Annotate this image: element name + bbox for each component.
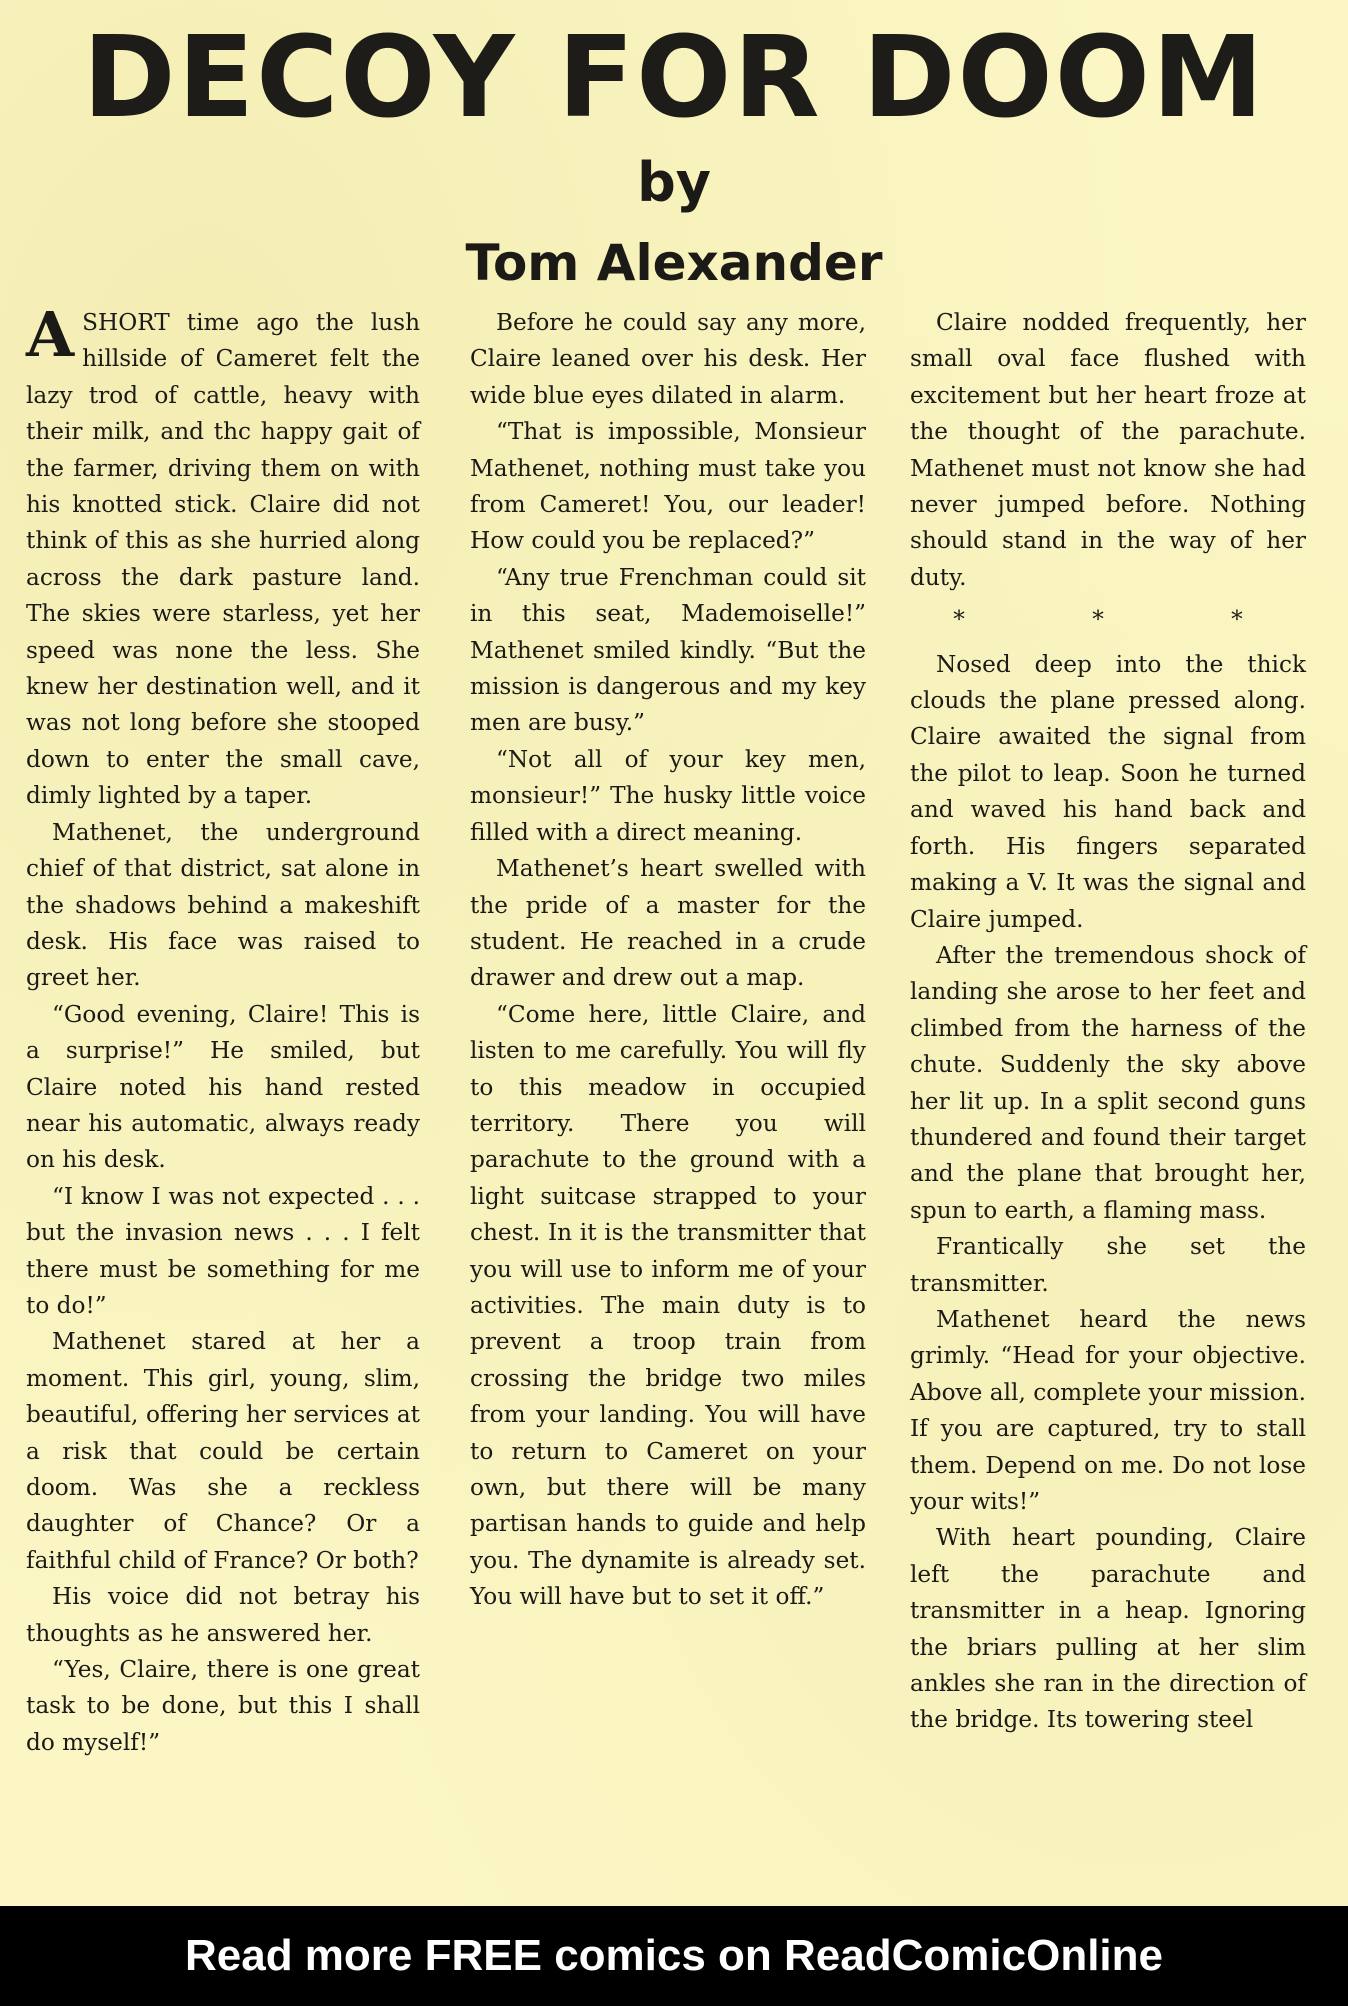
paragraph: “I know I was not expected . . . but the invasion news . . . I felt there must be something for me to do!” [26,1182,420,1319]
paragraph: Mathenet stared at her a moment. This girl, young, slim, beautiful, offering her services at a risk that could be certain doom. Was she a reckless daughter of Chance? Or a faithful child of France? Or both? [26,1328,420,1574]
byline-by: by [637,151,711,214]
paragraph: “Yes, Claire, there is one great task to be done, but this I shall do myself!” [26,1656,420,1756]
paragraph: Mathenet’s heart swelled with the pride of a master for the student. He reached in a crude drawer and drew out a map. [470,855,866,992]
paragraph: “Good evening, Claire! This is a surprise!” He smiled, but Claire noted his hand rested near his automatic, always ready on his desk. [26,1000,420,1174]
text-column-2 [470,305,866,1616]
paragraph: Mathenet heard the news grimly. “Head for your objective. Above all, complete your mission. If you are captured, try to stall them. Depend on me. Do not lose your wits!” [910,1305,1306,1515]
text-column-3 [910,305,1306,1739]
paragraph: Before he could say any more, Claire leaned over his desk. Her wide blue eyes dilated in alarm. [470,309,866,409]
paragraph: After the tremendous shock of landing she arose to her feet and climbed from the harness of the chute. Suddenly the sky above her lit up. In a split second guns thundered and found their target and the plane that brought her, spun to earth, a flaming mass. [910,941,1306,1224]
paragraph: With heart pounding, Claire left the parachute and transmitter in a heap. Ignoring the briars pulling at her slim ankles she ran in the direction of the bridge. Its towering steel [910,1524,1306,1734]
paragraph: “That is impossible, Monsieur Mathenet, nothing must take you from Cameret! You, our leader! How could you be replaced?” [470,418,866,555]
paragraph: His voice did not betray his thoughts as he answered her. [26,1583,420,1647]
paragraph: Mathenet, the underground chief of that district, sat alone in the shadows behind a makeshift desk. His face was raised to greet her. [26,818,420,992]
section-break: * * * [953,606,1303,634]
drop-cap: A [26,298,75,371]
paragraph: Frantically she set the transmitter. [910,1233,1306,1297]
paragraph: “Any true Frenchman could sit in this seat, Mademoiselle!” Mathenet smiled kindly. “But the mission is dangerous and my key men are busy.” [470,563,866,737]
story-title: DECOY FOR DOOM [82,13,1266,143]
paragraph: Claire nodded frequently, her small oval face flushed with excitement but her heart froze at the thought of the parachute. Mathenet must not know she had never jumped before. Nothing should stand in the way of her duty. [910,309,1306,591]
read-more-link[interactable]: Read more FREE comics on ReadComicOnline [184,1931,1163,1980]
footer-banner [0,1906,1348,2006]
paragraph: ASHORT time ago the lush hillside of Cameret felt the lazy trod of cattle, heavy with their milk, and thc happy gait of the farmer, driving them on with his knotted stick. Claire did not think of this as she hurried along across the dark pasture land. The skies were starless, yet her speed was none the less. She knew her destination well, and it was not long before she stooped down to enter the small cave, dimly lighted by a taper. [26,298,420,810]
text-column-1 [26,298,420,1761]
paragraph: “Not all of your key men, monsieur!” The husky little voice filled with a direct meaning. [470,745,866,846]
paragraph: Nosed deep into the thick clouds the plane pressed along. Claire awaited the signal from the pilot to leap. Soon he turned and waved his hand back and forth. His fingers separated making a V. It was the signal and Claire jumped. [910,650,1306,933]
author-name: Tom Alexander [465,234,883,292]
paragraph: “Come here, little Claire, and listen to me carefully. You will fly to this meadow in occupied territory. There you will parachute to the ground with a light suitcase strapped to your chest. In it is the transmitter that you will use to inform me of your activities. The main duty is to prevent a troop train from crossing the bridge two miles from your landing. You will have to return to Cameret on your own, but there will be many partisan hands to guide and help you. The dynamite is already set. You will have but to set it off.” [470,1000,866,1611]
